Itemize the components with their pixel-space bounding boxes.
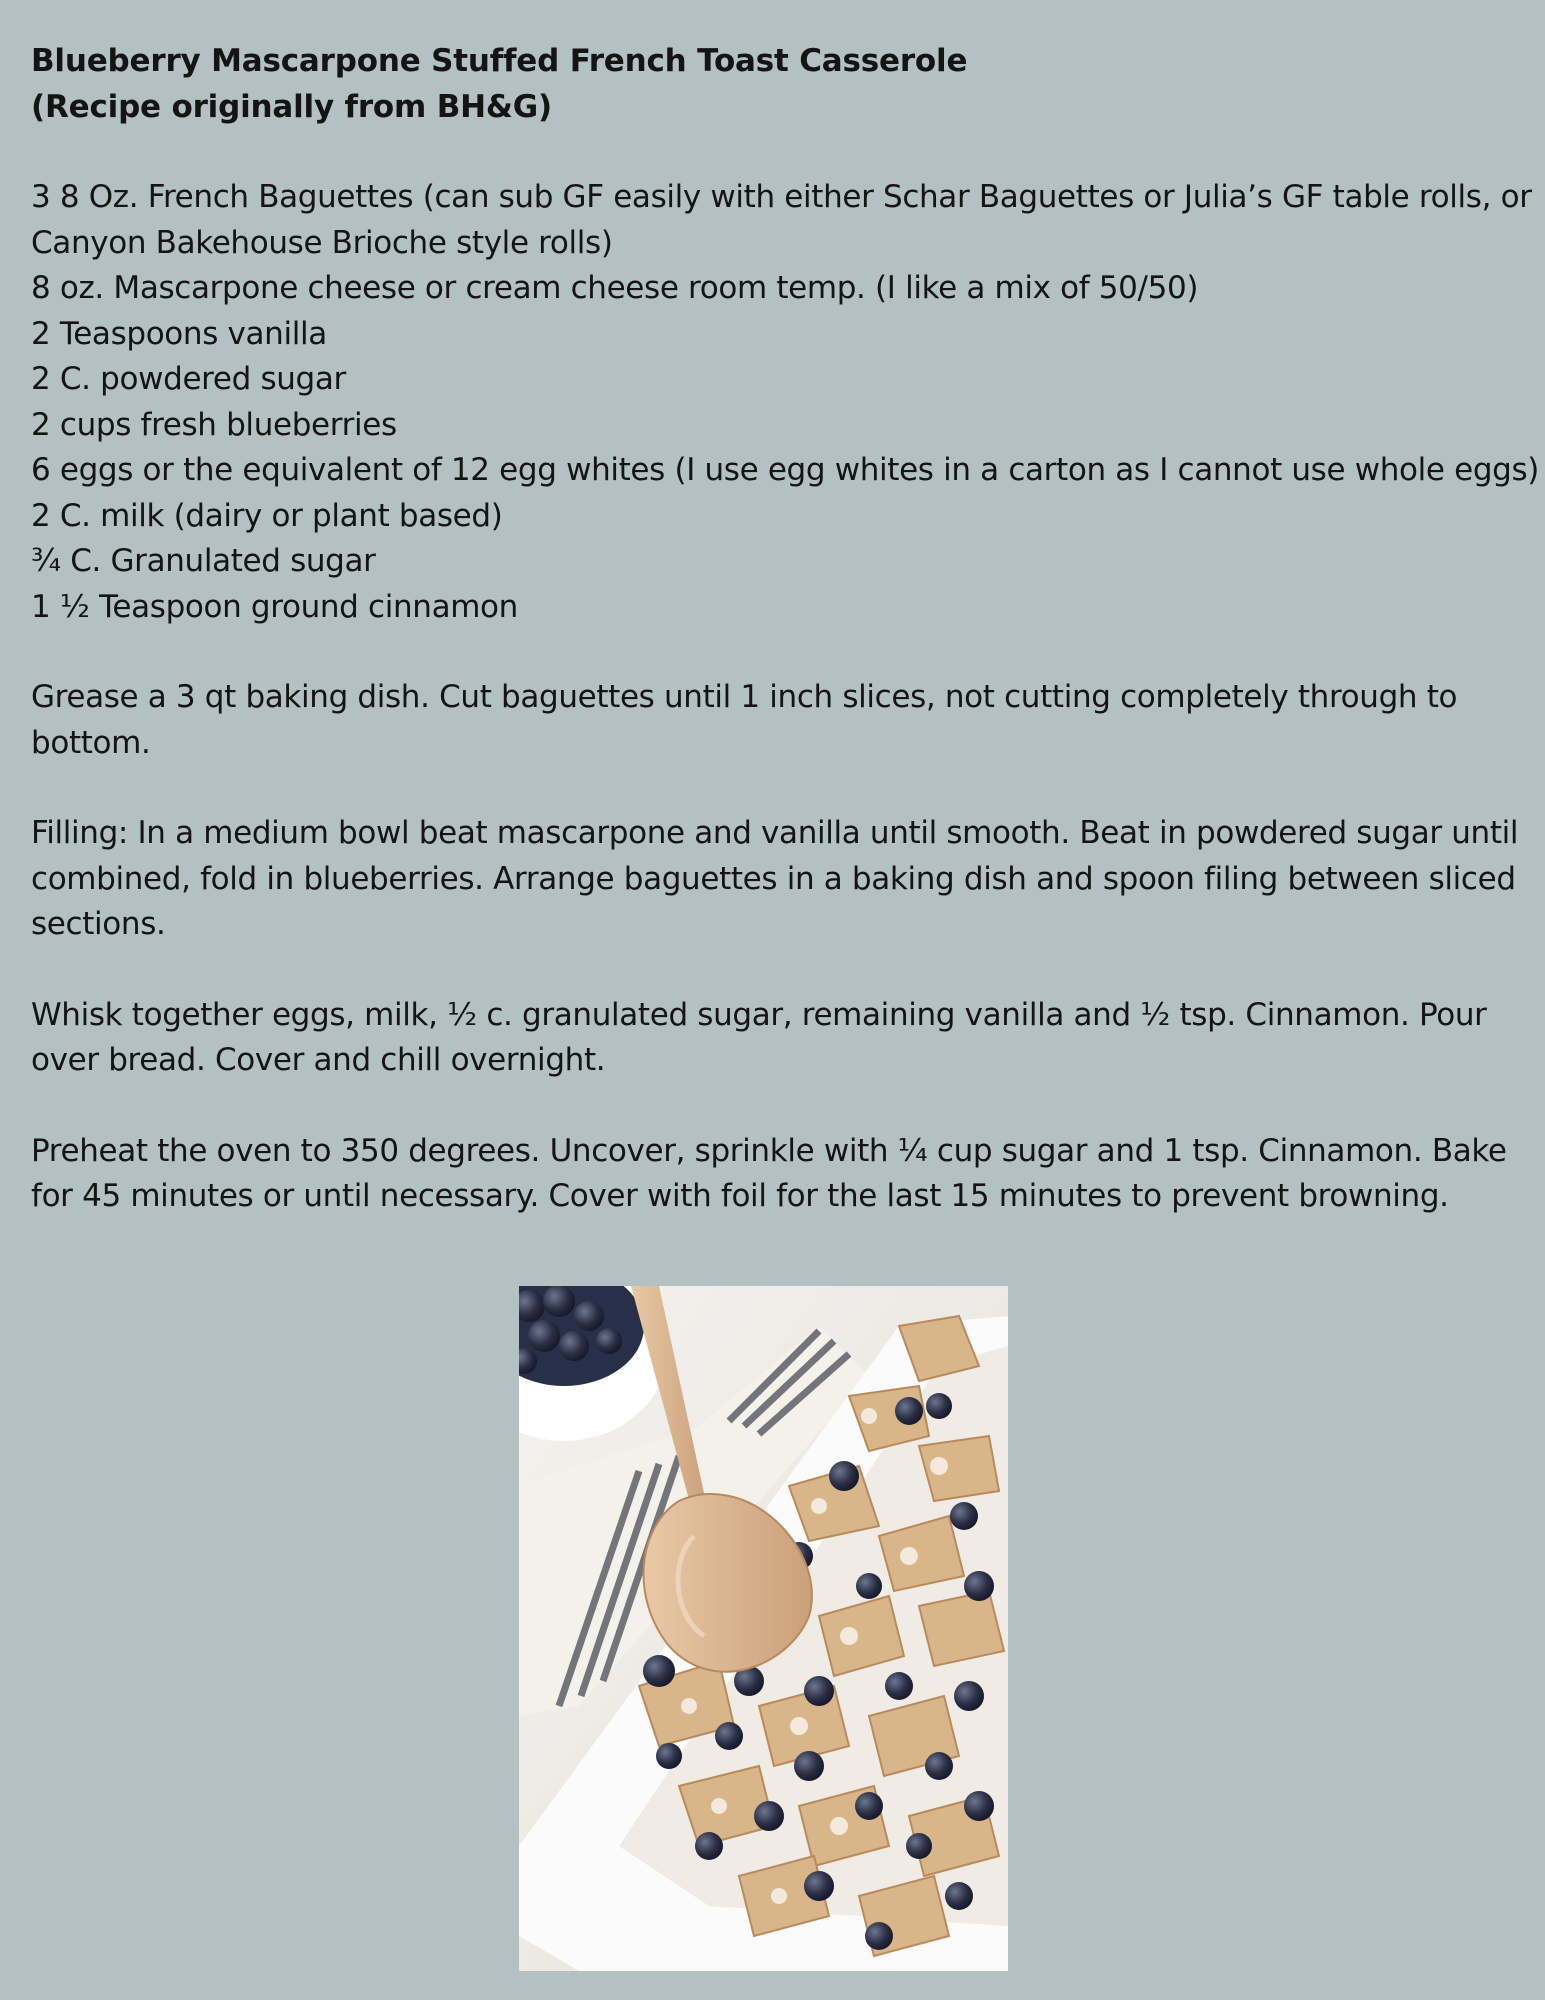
ingredient-item: 3 8 Oz. French Baguettes (can sub GF easily with either Schar Baguettes or Julia’s GF table rolls, or Canyon Bakehouse Brioche style rolls) <box>31 179 1532 261</box>
step-paragraph: Whisk together eggs, milk, ½ c. granulated sugar, remaining vanilla and ½ tsp. Cinnamon. Pour over bread. Cover and chill overnight. <box>31 996 1487 1078</box>
ingredient-item: 6 eggs or the equivalent of 12 egg whites (I use egg whites in a carton as I cannot use whole eggs) <box>31 452 1540 488</box>
recipe-source: (Recipe originally from BH&G) <box>31 89 552 125</box>
recipe-title: Blueberry Mascarpone Stuffed French Toast Casserole <box>31 43 968 79</box>
ingredient-item: 2 C. powdered sugar <box>31 361 346 397</box>
step-paragraph: Preheat the oven to 350 degrees. Uncover, sprinkle with ¼ cup sugar and 1 tsp. Cinnamon. Bake for 45 minutes or until necessary. Cover with foil for the last 15 minutes to prevent browning. <box>31 1132 1507 1214</box>
french-toast-casserole-photo <box>519 1286 1008 1971</box>
ingredient-item: 1 ½ Teaspoon ground cinnamon <box>31 588 518 625</box>
step-paragraph: Grease a 3 qt baking dish. Cut baguettes until 1 inch slices, not cutting completely through to bottom. <box>31 679 1458 761</box>
step-paragraph: Filling: In a medium bowl beat mascarpone and vanilla until smooth. Beat in powdered sugar until combined, fold in blueberries. Arrange baguettes in a baking dish and spoon filing between sliced sections. <box>31 815 1519 942</box>
ingredient-item: 2 C. milk (dairy or plant based) <box>31 497 503 534</box>
ingredient-item: ¾ C. Granulated sugar <box>31 543 376 579</box>
ingredient-item: 8 oz. Mascarpone cheese or cream cheese room temp. (I like a mix of 50/50) <box>31 270 1199 306</box>
recipe-document <box>31 38 1541 1220</box>
ingredient-item: 2 Teaspoons vanilla <box>31 315 327 352</box>
ingredient-list <box>31 175 1541 630</box>
ingredient-item: 2 cups fresh blueberries <box>31 406 397 443</box>
